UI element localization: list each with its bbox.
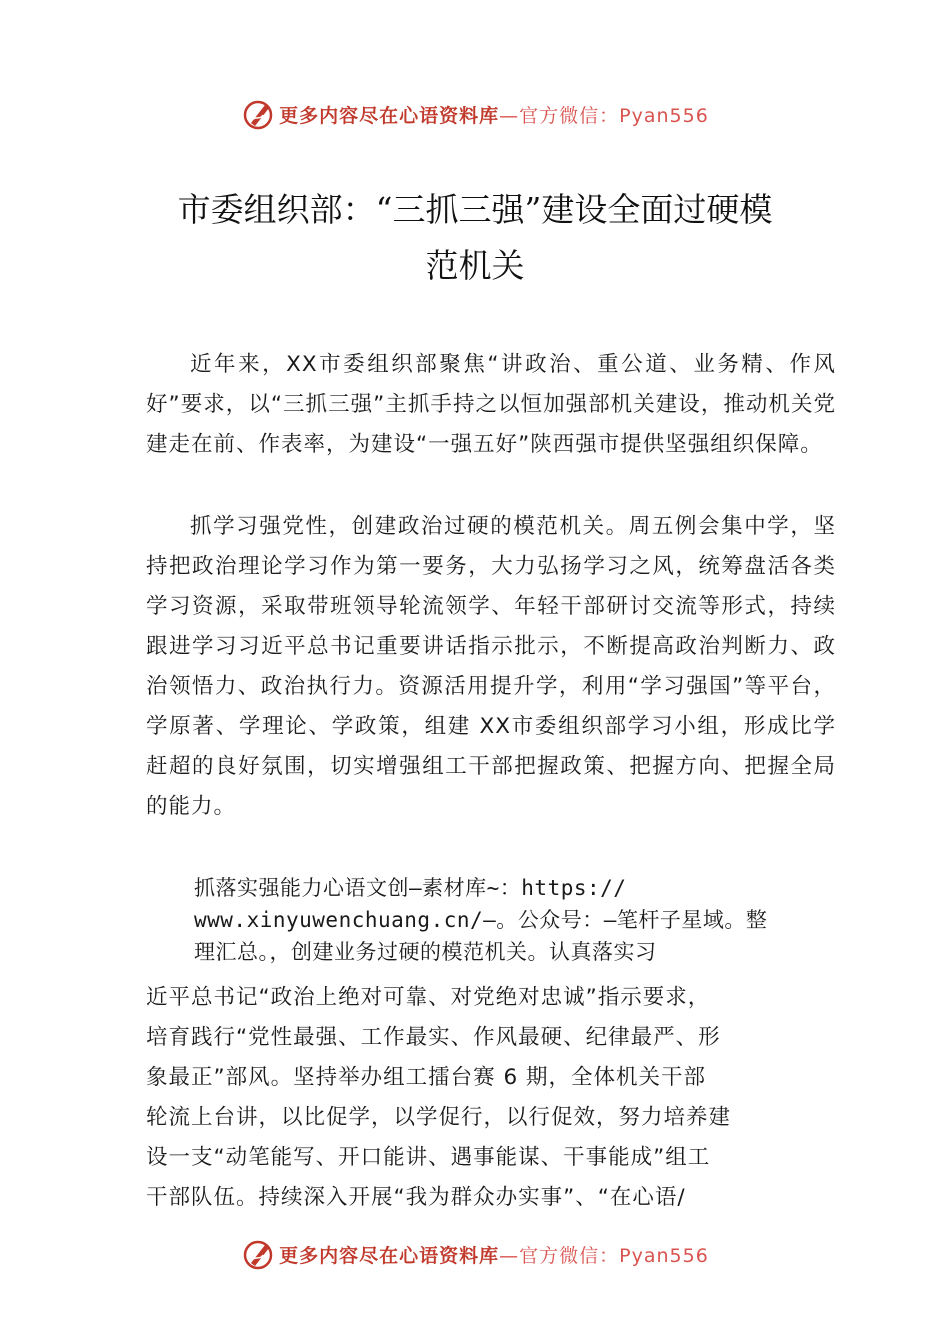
- banner-wechat: —官方微信：Pyan556: [499, 1244, 709, 1267]
- paragraph-intro: [146, 345, 836, 465]
- title-line-2: 范机关: [425, 246, 525, 285]
- paragraph-line: 干部队伍。持续深入开展“我为群众办实事”、“在心语/: [146, 1185, 686, 1210]
- paragraph-line: 设一支“动笔能写、开口能讲、遇事能谋、干事能成”组工: [146, 1145, 711, 1170]
- footer-banner: [0, 1234, 950, 1274]
- pen-nib-icon: [241, 97, 275, 131]
- banner-brand: 更多内容尽在心语资料库: [279, 104, 500, 127]
- pen-nib-icon: [241, 1237, 275, 1271]
- title-line-1: 市委组织部：“三抓三强”建设全面过硬模: [177, 190, 773, 229]
- watermark-line-3: 理汇总。，创建业务过硬的模范机关。认真落实习: [194, 940, 657, 964]
- watermark-line-1: 抓落实强能力心语文创—素材库~：https://: [194, 876, 627, 900]
- header-banner: [0, 94, 950, 134]
- paragraph-line: 象最正”部风。坚持举办组工擂台赛 6 期，全体机关干部: [146, 1065, 706, 1090]
- paragraph-line: 轮流上台讲，以比促学，以学促行，以行促效，努力培养建: [146, 1105, 732, 1130]
- banner-wechat: —官方微信：Pyan556: [499, 104, 709, 127]
- paragraph-line: 培育践行“党性最强、工作最实、作风最硬、纪律最严、形: [146, 1025, 721, 1050]
- banner-brand: 更多内容尽在心语资料库: [279, 1244, 500, 1267]
- paragraph-line: 近平总书记“政治上绝对可靠、对党绝对忠诚”指示要求，: [146, 985, 711, 1010]
- document-title: [100, 182, 850, 294]
- paragraph-text: 近年来，XX市委组织部聚焦“讲政治、重公道、业务精、作风好”要求，以“三抓三强”主抓手持之以恒加强部机关建设，推动机关党建走在前、作表率，为建设“一强五好”陕西强市提供坚强组织保障。: [146, 352, 836, 457]
- watermark-line-2: www.xinyuwenchuang.cn/—。公众号：—笔杆子星域。整: [194, 908, 768, 932]
- paragraph-study: [146, 507, 836, 827]
- paragraph-text: 抓学习强党性，创建政治过硬的模范机关。周五例会集中学，坚持把政治理论学习作为第一要务，大力弘扬学习之风，统筹盘活各类学习资源，采取带班领导轮流领学、年轻干部研讨交流等形式，持续跟进学习习近平总书记重要讲话指示批示，不断提高政治判断力、政治领悟力、政治执行力。资源活用提升学，利用“学习强国”等平台，学原著、学理论、学政策，组建 XX市委组织部学习小组，形成比学赶超的良好氛围，切实增强组工干部把握政策、把握方向、把握全局的能力。: [146, 514, 836, 819]
